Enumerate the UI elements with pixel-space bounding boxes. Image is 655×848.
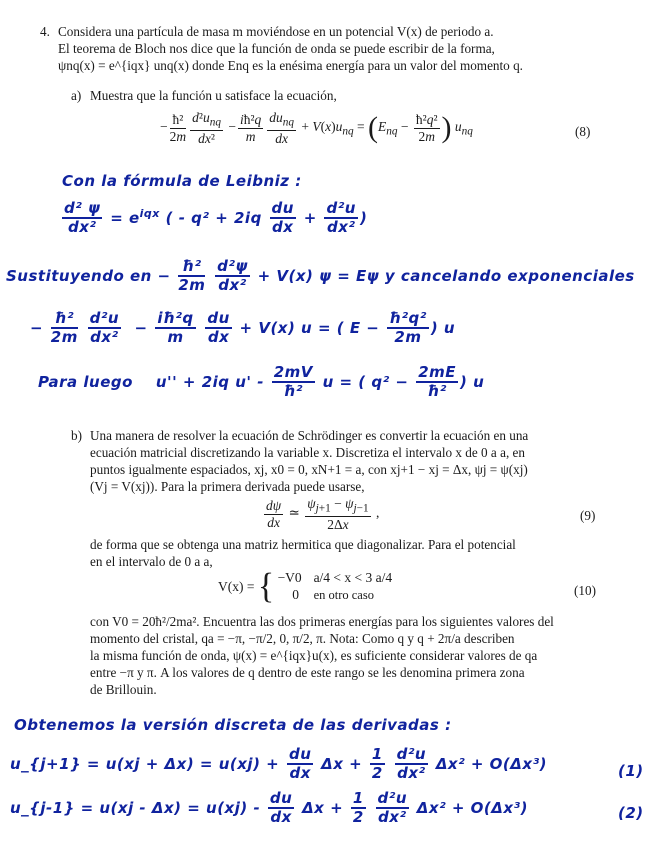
part-b-line-3: puntos igualmente espaciados, xj, x0 = 0, xN+1 = a, con xj+1 − xj = Δx, ψj = ψ(xj) (90, 462, 528, 477)
part-b-line-1: Una manera de resolver la ecuación de Schrödinger es convertir la ecuación en una (90, 428, 529, 443)
handwritten-leibniz-line: Con la fórmula de Leibniz : (62, 172, 302, 190)
intro-line-2: El teorema de Bloch nos dice que la función de onda se puede escribir de la forma, (58, 41, 495, 56)
part-b-line-11: de Brillouin. (90, 682, 157, 697)
handwritten-eq-1-number: (1) (618, 762, 644, 780)
part-b-line-6: en el intervalo de 0 a a, (90, 554, 213, 569)
problem-number: 4. (40, 24, 50, 39)
handwritten-taylor-forward: u_{j+1} = u(xj + Δx) = u(xj) + $\frac{du}{dx}$ Δx + $\frac{1}{2}$ $\frac{\text{d²u}}{\text{dx²}}$ Δx² + O(Δx³) (10, 745, 547, 783)
equation-8: − $\frac{\text{ħ²}}{2m}$ $\frac{d^2u_{nq}}{\text{dx²}}$ − $\frac{\text{iħ²q}}{m}$ $\frac{du_{nq}}{dx}$ + $V(x)u_{nq} = (E_{nq}$ − $\frac{\text{ħ²q²}}{2m}$ ) $u_{nq}$ (160, 110, 473, 146)
part-a-text: Muestra que la función u satisface la ecuación, (90, 88, 337, 103)
part-b-line-2: ecuación matricial discretizando la variable x. Discretiza el intervalo x de 0 a a, en (90, 445, 525, 460)
handwritten-second-derivative: $\frac{\text{d² ψ}}{\text{dx²}}$ = $e^{iqx}$ ( - q² + 2iq $\frac{du}{dx}$ + $\frac{\text{d²u}}{\text{dx²}}$ ) (64, 199, 368, 237)
equation-10: V(x) = { −V0 a/4 < x < 3 a/4 0 en otro caso (218, 567, 393, 606)
equation-8-number: (8) (575, 124, 591, 139)
part-b-line-4: (Vj = V(xj)). Para la primera derivada puede usarse, (90, 479, 365, 494)
handwritten-u-equation: − $\frac{\text{ħ²}}{2m}$ $\frac{\text{d²u}}{\text{dx²}}$ − $\frac{\text{iħ²q}}{m}$ $\frac{du}{dx}$ + V(x) u = ( E − $\frac{\text{ħ²q²}}{2m}$ ) u (30, 309, 456, 347)
part-b-line-8: momento del cristal, qa = −π, −π/2, 0, π/2, π. Nota: Como q y q + 2π/a describen (90, 631, 515, 646)
part-b-label: b) (71, 428, 82, 443)
equation-9: $\frac{d\psi}{dx}$ ≃ $\frac{\psi_{j+1} - \psi_{j-1}}{2\Delta x}$ , (266, 496, 380, 532)
part-b-line-7: con V0 = 20ħ²/2ma². Encuentra las dos primeras energías para los siguientes valores del (90, 614, 554, 629)
equation-9-number: (9) (580, 508, 596, 523)
handwritten-final-form: Para luego u'' + 2iq u' - $\frac{2mV}{\text{ħ²}}$ u = ( q² − $\frac{2mE}{\text{ħ²}}$ ) u (38, 363, 485, 401)
part-a-label: a) (71, 88, 82, 103)
part-b-line-9: la misma función de onda, ψ(x) = e^{iqx}u(x), es suficiente considerar valores de qa (90, 648, 538, 663)
equation-10-number: (10) (574, 583, 596, 598)
handwritten-discrete-intro: Obtenemos la versión discreta de las derivadas : (14, 716, 452, 734)
handwritten-taylor-backward: u_{j-1} = u(xj - Δx) = u(xj) - $\frac{du}{dx}$ Δx + $\frac{1}{2}$ $\frac{\text{d²u}}{\text{dx²}}$ Δx² + O(Δx³) (10, 789, 528, 827)
part-b-line-10: entre −π y π. A los valores de q dentro de este rango se les denomina primera zona (90, 665, 525, 680)
handwritten-eq-2-number: (2) (618, 804, 644, 822)
handwritten-substitution: Sustituyendo en − $\frac{\text{ħ²}}{2m}$ $\frac{\text{d²ψ}}{\text{dx²}}$ + V(x) ψ = Eψ y cancelando exponenciales (6, 257, 635, 295)
intro-line-1: Considera una partícula de masa m moviéndose en un potencial V(x) de periodo a. (58, 24, 494, 39)
part-b-line-5: de forma que se obtenga una matriz hermitica que diagonalizar. Para el potencial (90, 537, 516, 552)
intro-line-3: ψnq(x) = e^{iqx} unq(x) donde Enq es la enésima energía para un valor del momento q. (58, 58, 523, 73)
